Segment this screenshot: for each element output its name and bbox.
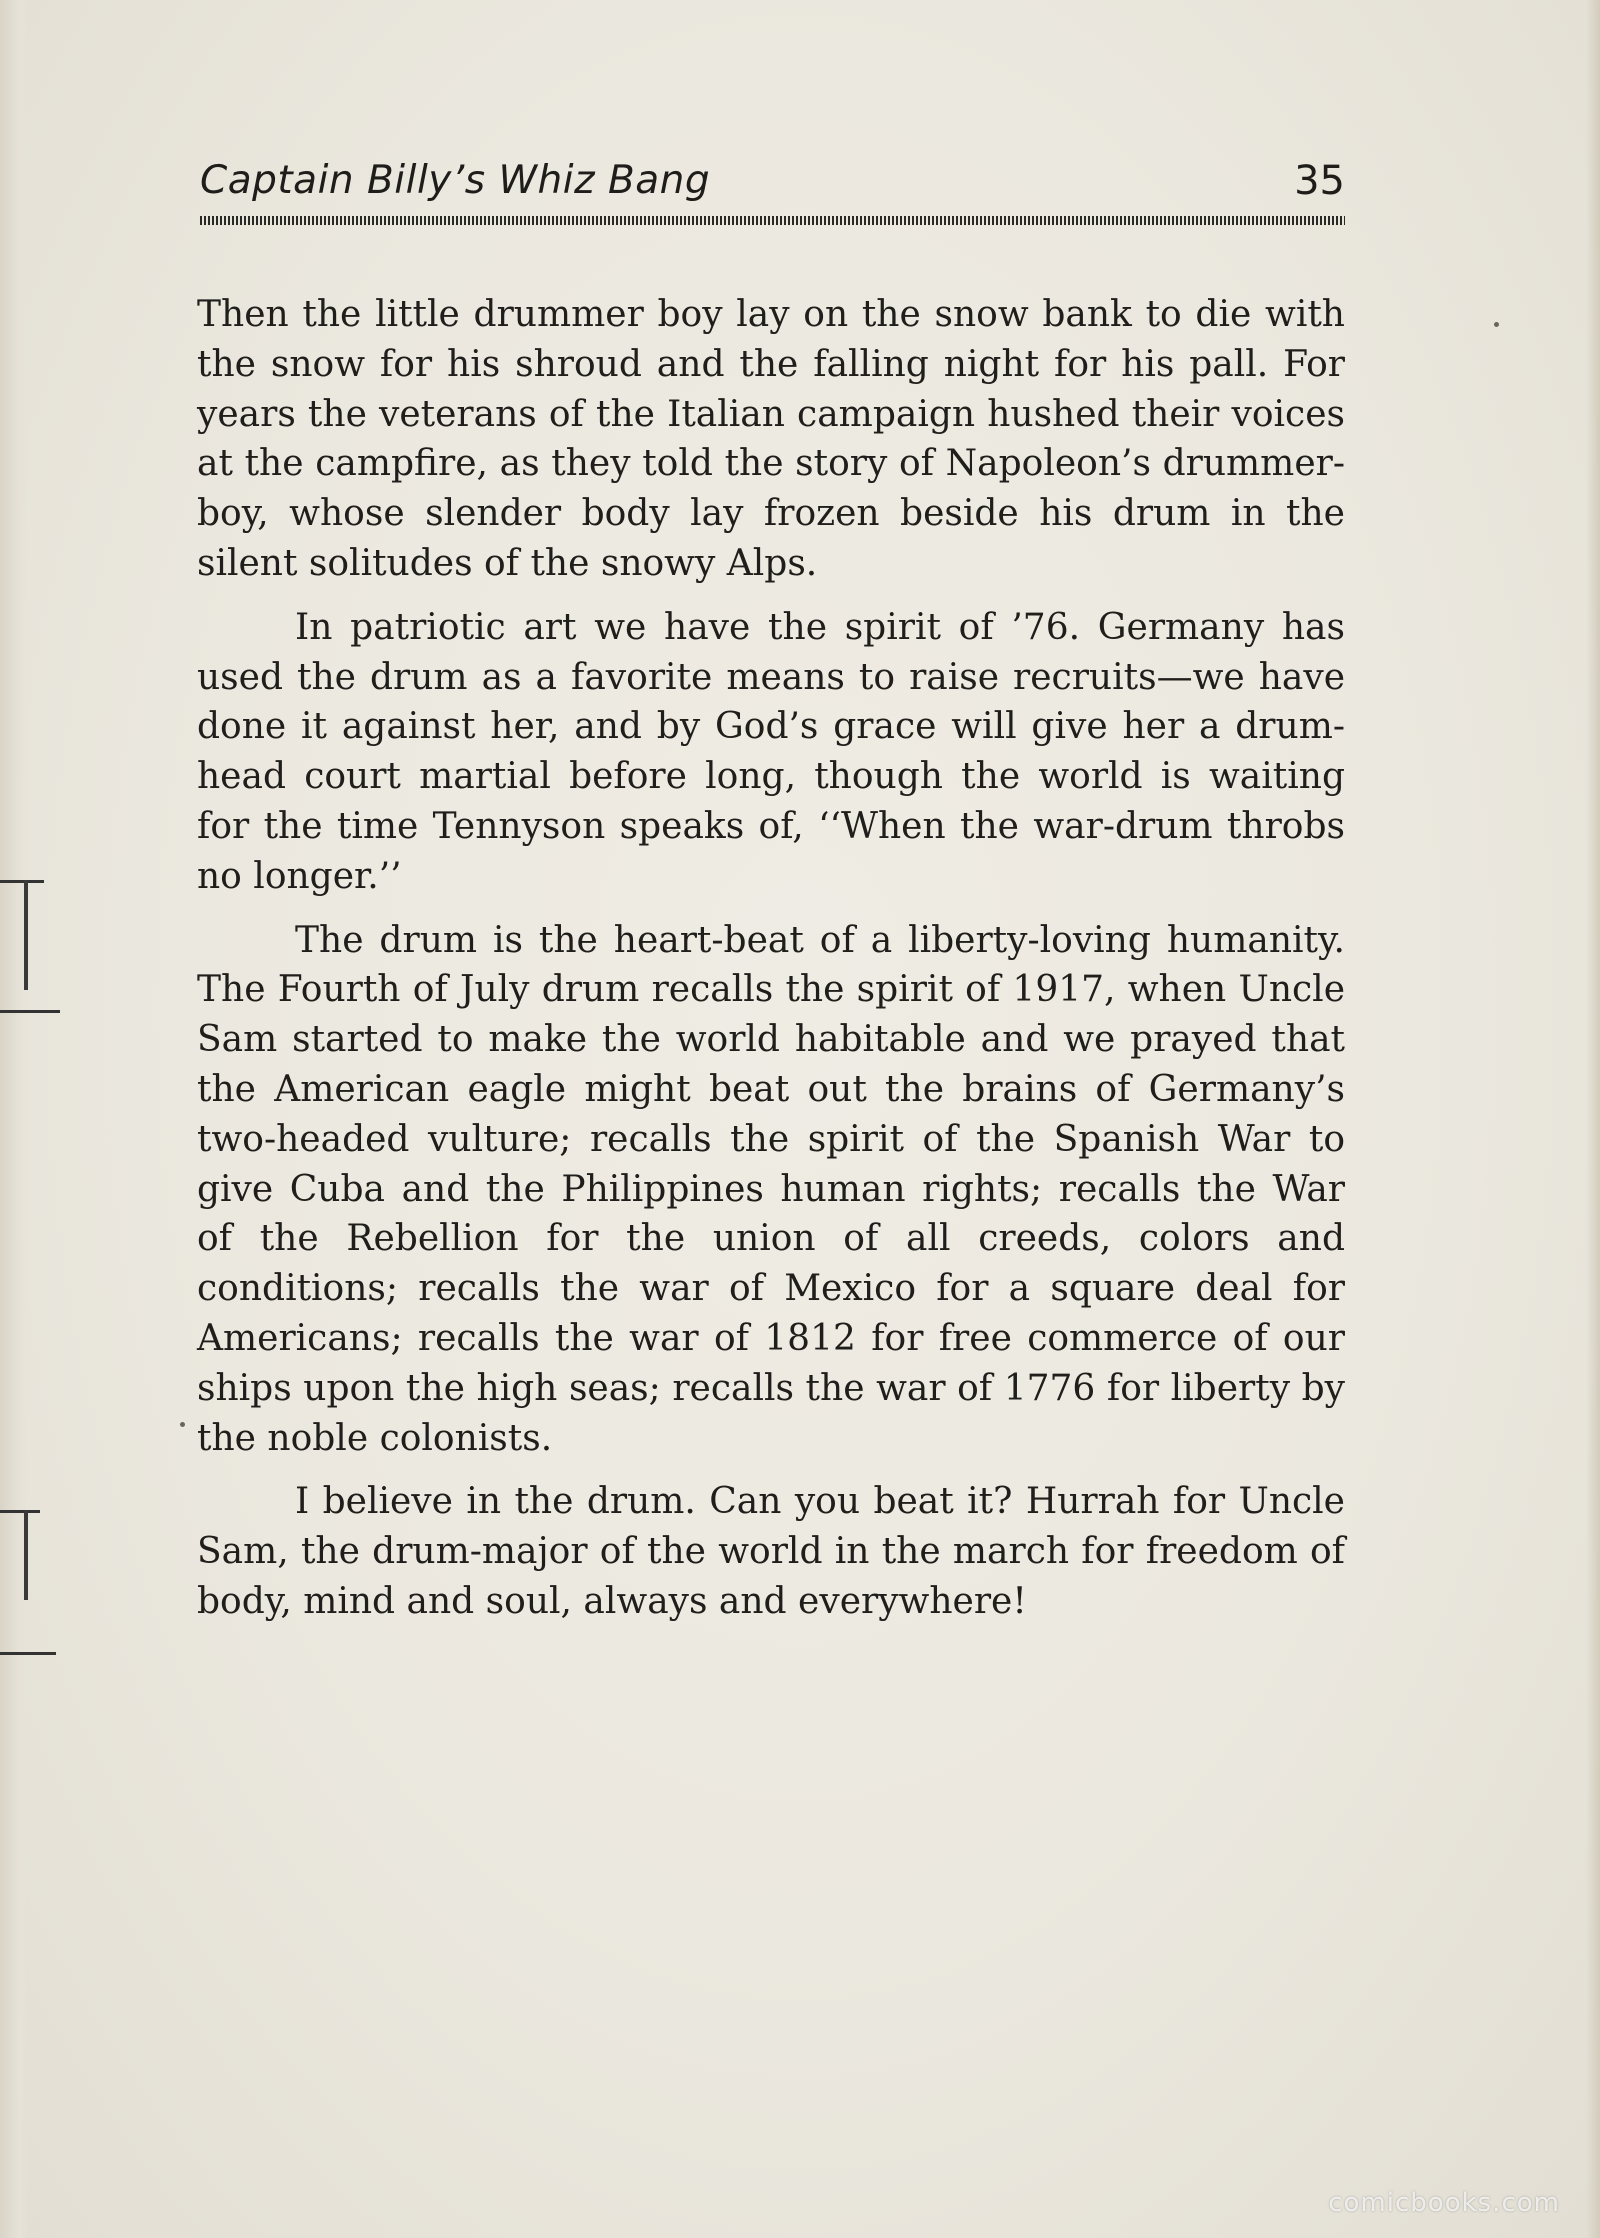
header-rule <box>200 216 1345 225</box>
binding-tear-mark <box>0 1652 56 1655</box>
paragraph: Then the little drummer boy lay on the snow bank to die with the snow for his shroud and the falling night for his pall. For years the veterans of the Italian campaign hushed their voices at the campfire, as they told the story of Napoleon’s drummer-boy, whose slender body lay frozen beside his drum in the silent solitudes of the snowy Alps. <box>197 294 1345 584</box>
paragraph: The drum is the heart-beat of a liberty-loving humanity. The Fourth of July drum recalls the spirit of 1917, when Uncle Sam started to make the world habitable and we prayed that the American eagle might beat out the brains of Germany’s two-headed vulture; recalls the spirit of the Spanish War to give Cuba and the Philippines human rights; recalls the War of the Rebellion for the union of all creeds, colors and conditions; recalls the war of Mexico for a square deal for Americans; recalls the war of 1812 for free commerce of our ships upon the high seas; recalls the war of 1776 for liberty by the noble colonists. <box>197 919 1345 1459</box>
paragraph: I believe in the drum. Can you beat it? Hurrah for Uncle Sam, the drum-major of the world in the march for freedom of body, mind and soul, always and everywhere! <box>197 1481 1345 1622</box>
binding-tear-mark <box>24 1510 28 1600</box>
page-right-edge <box>1586 0 1600 2238</box>
page-binding-edge <box>0 0 28 2238</box>
running-title: Captain Billy’s Whiz Bang <box>200 158 711 203</box>
binding-tear-mark <box>0 880 44 883</box>
paper-speck <box>180 1422 185 1427</box>
paragraph: In patriotic art we have the spirit of ’76. Germany has used the drum as a favorite means to raise recruits—we have done it against her, and by God’s grace will give her a drum-head court martial before long, though the world is waiting for the time Tennyson speaks of, ‘‘When the war-drum throbs no longer.’’ <box>197 606 1345 897</box>
binding-tear-mark <box>0 1010 60 1013</box>
page-number: 35 <box>1294 158 1345 204</box>
watermark: comicbooks.com <box>1328 2188 1560 2218</box>
binding-tear-mark <box>0 1510 40 1513</box>
binding-tear-mark <box>24 880 28 990</box>
article-body <box>197 290 1345 1627</box>
paper-speck <box>1494 322 1499 327</box>
